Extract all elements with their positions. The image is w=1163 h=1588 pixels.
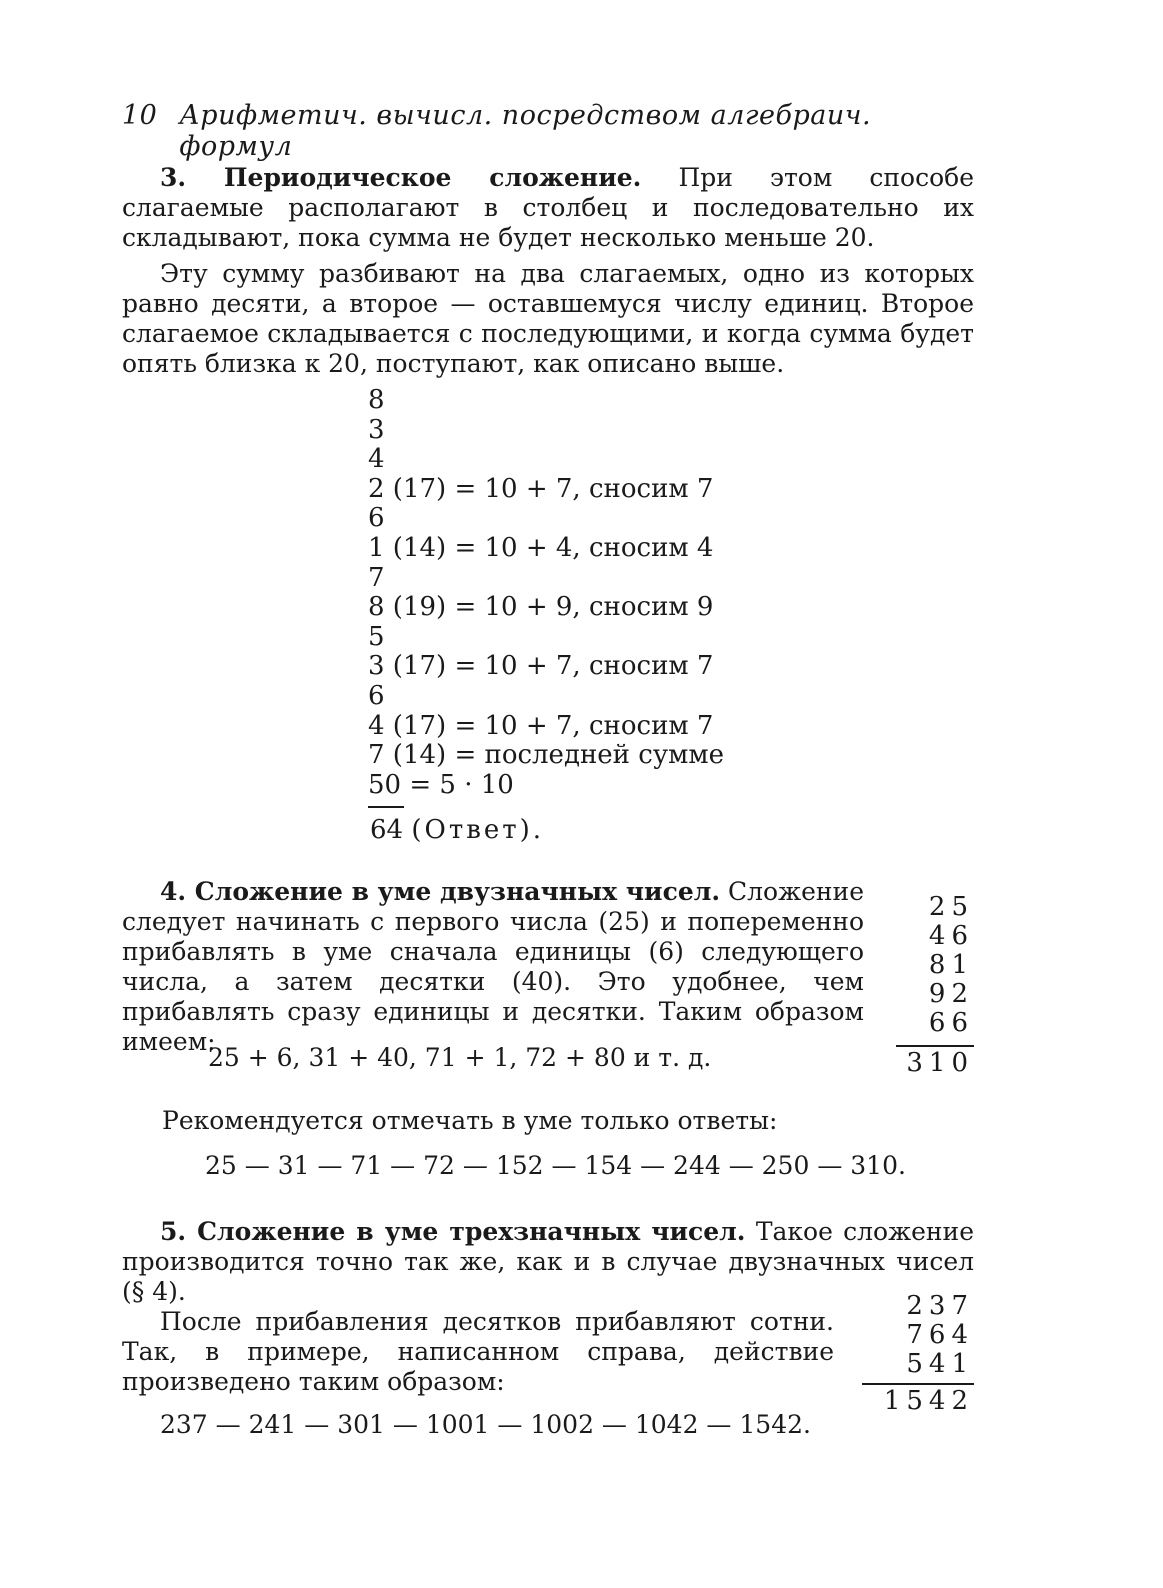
two-digit-sum-rule [896,1045,974,1047]
page-number: 10 [122,100,158,131]
sum-column-line: 6 [368,680,385,711]
sum-column-line: 8 (19) = 10 + 9, сносим 9 [368,592,714,623]
running-title: Арифметич. вычисл. посредством алгебраич. формул [179,100,872,162]
addend-row: 46 [928,921,974,951]
section-4-paragraph: Сложение следует начинать с первого числа (25) и попеременно прибавлять в уме сначала единицы (6) следующего числа, а затем десятки (40). Это удобнее, чем прибавлять сразу единицы и десятки. Таким образом имеем: [122,877,864,1056]
two-digit-sum: 310 [906,1048,974,1078]
section-3-title: 3. Периодическое сложение. [160,163,642,192]
section-5-paragraph-2: После прибавления десятков прибавляют сотни. Так, в примере, написанном справа, действие произведено таким образом: [122,1307,834,1396]
section-4-steps: 25 + 6, 31 + 40, 71 + 1, 72 + 80 и т. д. [208,1043,712,1072]
section-4-chain: 25 — 31 — 71 — 72 — 152 — 154 — 244 — 250 — 310. [205,1151,906,1180]
sum-column-line: 6 [368,503,385,534]
section-5-text-2 [122,1307,834,1397]
periodic-sum-column [368,386,724,800]
answer-rule [368,806,404,808]
section-3-text [122,163,974,379]
sum-column-line: 3 (17) = 10 + 7, сносим 7 [368,651,714,682]
two-digit-addends [888,893,974,1038]
sum-column-line: 4 [368,444,385,475]
addend-row: 25 [928,892,974,922]
section-4-title: 4. Сложение в уме двузначных чисел. [160,877,721,906]
addend-row: 237 [906,1291,974,1321]
sum-column-line: 5 [368,621,385,652]
section-4-recommend: Рекомендуется отмечать в уме только ответы: [162,1106,778,1135]
running-header [122,100,952,162]
sum-column-line: 2 (17) = 10 + 7, сносим 7 [368,473,714,504]
addend-row: 541 [906,1349,974,1379]
section-4-text [122,877,864,1057]
sum-column-line: 1 (14) = 10 + 4, сносим 4 [368,532,714,563]
sum-column-line: 8 [368,385,385,415]
addend-row: 66 [928,1008,974,1038]
three-digit-sum-rule [862,1383,974,1385]
three-digit-sum: 1542 [883,1386,974,1416]
sum-column-line: 3 [368,414,385,445]
addend-row: 92 [928,979,974,1009]
three-digit-addends [858,1292,974,1379]
addend-row: 764 [906,1320,974,1350]
sum-column-line: 7 (14) = последней сумме [368,740,724,771]
answer-value: 64 [370,815,404,845]
section-3-paragraph-2: Эту сумму разбивают на два слагаемых, одно из которых равно десяти, а второе — оставшемуся числу единиц. Второе слагаемое складывается с последующими, и когда сумма будет опять близка к 20, поступают, как описано выше. [122,259,974,378]
sum-column-line: 4 (17) = 10 + 7, сносим 7 [368,710,714,741]
section-5-title: 5. Сложение в уме трехзначных чисел. [160,1217,746,1246]
sum-column-line: 50 = 5 · 10 [368,769,514,800]
answer-label: (Ответ). [411,815,545,845]
section-5-text [122,1217,974,1307]
addend-row: 81 [928,950,974,980]
answer-line [370,816,544,846]
section-5-paragraph: Такое сложение производится точно так же, как и в случае двузначных чисел (§ 4). [122,1217,974,1306]
section-5-chain: 237 — 241 — 301 — 1001 — 1002 — 1042 — 1542. [160,1410,811,1439]
section-3-paragraph-1: При этом способе слагаемые располагают в столбец и последовательно их складывают, пока сумма не будет несколько меньше 20. [122,163,974,252]
sum-column-line: 7 [368,562,385,593]
